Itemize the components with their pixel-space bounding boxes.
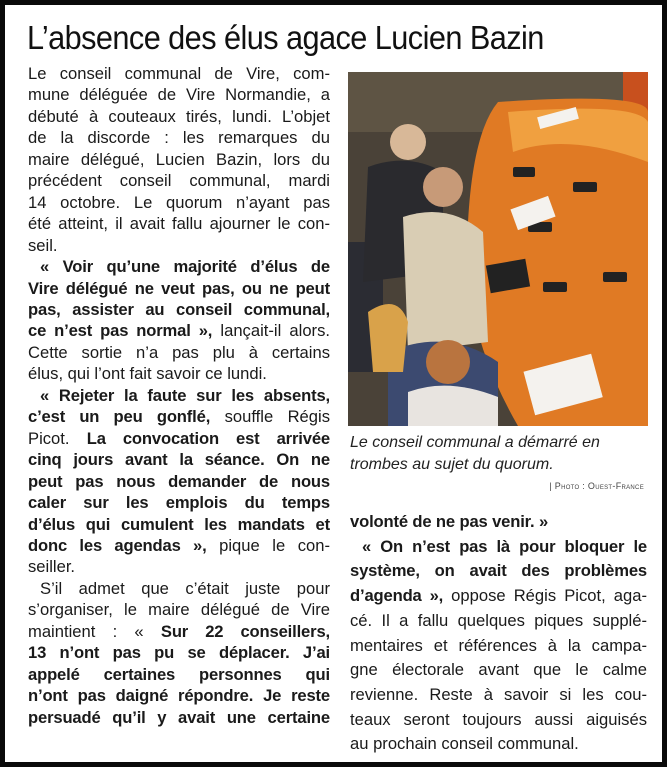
text-line <box>28 556 330 577</box>
text-line <box>28 170 330 191</box>
bold-quote-text: Sur 22 conseillers, <box>160 621 330 641</box>
bold-quote-text: La convocation est arrivée <box>86 428 330 448</box>
body-text: été atteint, il avait fallu ajourner le con- <box>28 214 330 234</box>
body-text: seil. <box>28 235 58 255</box>
bold-quote-text: volonté de ne pas venir. » <box>350 512 549 531</box>
text-line <box>28 621 330 642</box>
bold-quote-text: « Rejeter la faute sur les absents, <box>40 385 330 405</box>
body-text: lançait-il alors. <box>212 321 330 341</box>
text-line <box>28 449 330 470</box>
bold-quote-text: pas, assister au conseil communal, <box>28 299 330 319</box>
text-line <box>28 642 330 663</box>
text-line <box>28 106 330 127</box>
bold-quote-text: Vire délégué ne veut pas, ou ne peut <box>28 278 330 298</box>
text-line <box>28 149 330 170</box>
body-text: S’il admet que c’était juste pour <box>40 578 330 598</box>
body-text: de la discorde : les remarques du <box>28 128 330 148</box>
body-text: seiller. <box>28 557 76 577</box>
bold-quote-text: appelé certaines personnes qui <box>28 664 330 684</box>
text-line <box>28 363 330 384</box>
text-line <box>28 599 330 620</box>
article-column-left <box>28 63 330 728</box>
bold-quote-text: donc les agendas », <box>28 535 207 555</box>
body-text: mune déléguée de Vire Normandie, a <box>28 85 330 105</box>
article-title: L’absence des élus agace Lucien Bazin <box>27 19 544 56</box>
body-text: débuté à couteaux tirés, lundi. L’objet <box>28 106 330 126</box>
text-line <box>350 535 647 560</box>
body-text: mentaires et références à la campa- <box>350 635 647 655</box>
text-line <box>28 428 330 449</box>
bold-quote-text: ce n’est pas normal », <box>28 321 213 341</box>
text-line <box>28 192 330 213</box>
body-text: revienne. Reste à savoir si les cou- <box>350 684 647 704</box>
body-text: élus, qui l’ont fait savoir ce lundi. <box>28 364 267 384</box>
body-text: Cette sortie n’a pas plu à certains <box>28 342 330 362</box>
body-text: maintient : « <box>28 621 161 641</box>
body-text: teaux seront toujours aussi aiguisés <box>350 709 647 729</box>
bold-quote-text: d’agenda », <box>350 586 444 606</box>
bold-quote-text: 13 n’ont pas pu se déplacer. J’ai <box>28 643 330 663</box>
text-line <box>350 658 647 683</box>
body-text: souffle Régis <box>210 407 330 427</box>
body-text: au prochain conseil communal. <box>350 734 579 754</box>
text-line <box>28 256 330 277</box>
text-line <box>28 578 330 599</box>
text-line <box>28 535 330 556</box>
text-line <box>350 510 647 535</box>
text-line <box>350 559 647 584</box>
text-line <box>28 63 330 84</box>
body-text: précédent conseil communal, mardi <box>28 171 330 191</box>
text-line <box>350 634 647 659</box>
text-line <box>350 584 647 609</box>
body-text: gne électorale avant que le calme <box>350 660 647 680</box>
text-line <box>28 707 330 728</box>
text-line <box>28 84 330 105</box>
text-line <box>28 385 330 406</box>
bold-quote-text: c’est un peu gonflé, <box>28 407 211 427</box>
text-line <box>28 406 330 427</box>
bold-quote-text: n’ont pas daigné répondre. Je reste <box>28 686 330 706</box>
text-line <box>28 664 330 685</box>
body-text: cé. Il a fallu quelques piques supplé- <box>350 610 647 630</box>
text-line <box>350 609 647 634</box>
text-line <box>28 213 330 234</box>
bold-quote-text: persuadé qu’il y avait une certaine <box>28 707 330 727</box>
bold-quote-text: cinq jours avant la séance. On ne <box>28 450 330 470</box>
bold-quote-text: système, on avait des problèmes <box>350 561 647 581</box>
text-line <box>350 683 647 708</box>
text-line <box>28 492 330 513</box>
text-line <box>28 342 330 363</box>
body-text: 14 octobre. Le quorum n’ayant pas <box>28 192 330 212</box>
body-text: Picot. <box>28 428 87 448</box>
body-text: Le conseil communal de Vire, com- <box>28 64 330 83</box>
text-line <box>28 235 330 256</box>
text-line <box>28 471 330 492</box>
article-photo <box>348 72 648 426</box>
photo-caption: Le conseil communal a démarré en trombes au sujet du quorum. <box>350 434 600 473</box>
text-line <box>28 127 330 148</box>
bold-quote-text: peut pas nous demander de nous <box>28 471 330 491</box>
photo-credit: | Photo : Ouest-France <box>549 481 644 491</box>
body-text: oppose Régis Picot, aga- <box>443 586 647 606</box>
article-column-right <box>350 510 647 757</box>
bold-quote-text: d’élus qui cumulent les mandats et <box>28 514 330 534</box>
body-text: s’organiser, le maire délégué de Vire <box>28 600 330 620</box>
text-line <box>350 732 647 757</box>
text-line <box>28 299 330 320</box>
body-text: maire délégué, Lucien Bazin, lors du <box>28 149 330 169</box>
bold-quote-text: « Voir qu’une majorité d’élus de <box>40 257 330 277</box>
text-line <box>28 278 330 299</box>
text-line <box>28 514 330 535</box>
bold-quote-text: caler sur les emplois du temps <box>28 493 330 513</box>
body-text: pique le con- <box>206 535 330 555</box>
council-meeting-photo <box>348 72 648 426</box>
text-line <box>28 320 330 341</box>
bold-quote-text: « On n’est pas là pour bloquer le <box>362 536 647 556</box>
text-line <box>28 685 330 706</box>
text-line <box>350 708 647 733</box>
